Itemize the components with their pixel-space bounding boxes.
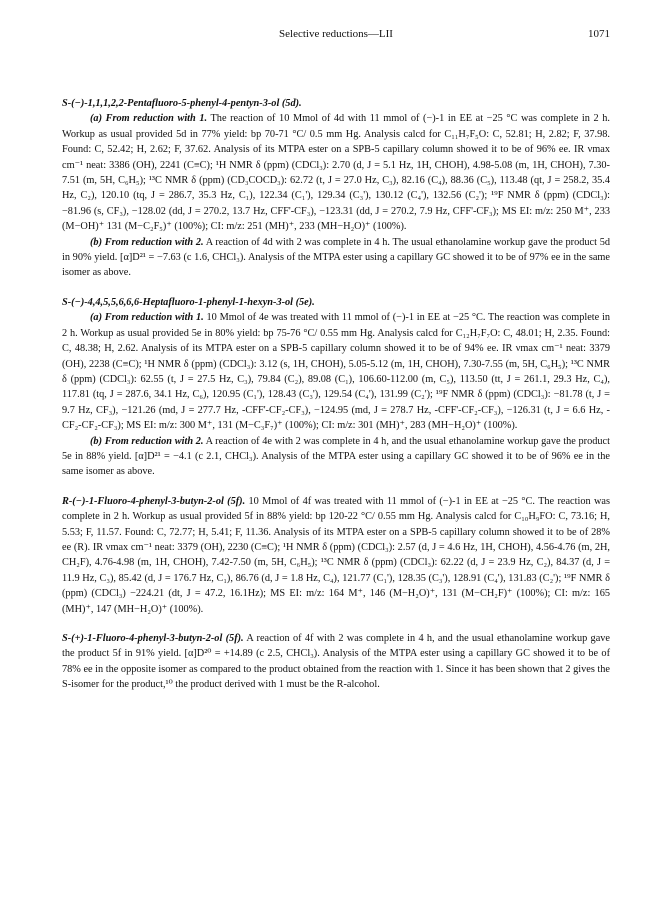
page-number: 1071	[588, 28, 610, 40]
procedure-text: A reaction of 4d with 2 was complete in 4 h. The usual ethanolamine workup gave the product 5d in 90% yield. [α]D²¹ = −7.63 (c 1.6, CHCl₃). Analysis of the MTPA ester using a capillary GC showed it to be of 97% ee in the same isomer as above.	[62, 236, 610, 279]
procedure-text: A reaction of 4f with 2 was complete in 4 h, and the usual ethanolamine workup gave the product 5f in 91% yield. [α]D²⁰ = +14.89 (c 2.5, CHCl₃). Analysis of the MTPA ester using a capillary GC showed it to be of 78% ee in the opposite isomer as compared to the product obtained from the reaction with 1. Since it has been shown that 2 gives the S-isomer for the product,¹⁰ the product derived with 1 must be the R-alcohol.	[62, 633, 610, 691]
procedure-paragraph	[62, 631, 610, 693]
procedure-paragraph	[62, 111, 610, 234]
running-title: Selective reductions—LII	[279, 28, 393, 40]
article-body	[62, 96, 610, 707]
procedure-label: (a) From reduction with 1.	[90, 113, 208, 125]
running-header	[62, 28, 610, 44]
section-s-5f	[62, 631, 610, 693]
procedure-label: (a) From reduction with 1.	[90, 312, 204, 324]
procedure-paragraph	[62, 310, 610, 433]
section-5d	[62, 96, 610, 281]
procedure-label: (b) From reduction with 2.	[90, 236, 204, 248]
compound-heading: S-(+)-1-Fluoro-4-phenyl-3-butyn-2-ol (5f).	[62, 633, 244, 644]
procedure-text: 10 Mmol of 4e was treated with 11 mmol of (−)-1 in EE at −25 °C. The reaction was complete in 2 h. Workup as usual provided 5e in 80% yield: bp 75-76 °C/ 0.55 mm Hg. Analysis calcd for C₁₂H₇F₇O: C, 48.01; H, 2.35. Found: C, 48.38; H, 2.62. Analysis of its MTPA ester on a SPB-5 capillary column showed it to be of 94% ee. IR νmax cm⁻¹ neat: 3379 (OH), 2238 (C≡C); ¹H NMR δ (ppm) (CDCl₃): 3.12 (s, 1H, CHOH), 5.05-5.12 (m, 1H, CHOH), 7.30-7.55 (m, 5H, C₆H₅); ¹³C NMR δ (ppm) (CDCl₃): 62.55 (t, J = 27.5 Hz, C₃), 79.84 (C₂), 89.08 (C₁), 106.60-112.00 (m, C₅), 113.50 (tt, J = 261.1, 29.3 Hz, C₄), 117.81 (tq, J = 287.6, 34.1 Hz, C₆), 120.95 (C₁'), 128.43 (C₃'), 129.54 (C₄'), 131.99 (C₂'); ¹⁹F NMR δ (ppm) (CDCl₃): −81.78 (t, J = 9.7 Hz, CF₃), −121.26 (md, J = 277.7 Hz, -CFF'-CF₂-CF₃), −124.95 (md, J = 278.7 Hz, -CFF'-CF₂-CF₃), −126.31 (t, J = 6.6 Hz, -CF₂-CF₂-CF₃); MS EI: m/z: 300 M⁺, 131 (M−C₃F₇)⁺ (100%); CI: m/z: 301 (MH)⁺, 283 (MH−H₂O)⁺ (100%).	[62, 312, 611, 432]
section-5e	[62, 295, 610, 480]
compound-heading: S-(−)-1,1,1,2,2-Pentafluoro-5-phenyl-4-pentyn-3-ol (5d).	[62, 98, 302, 109]
procedure-paragraph	[62, 434, 610, 480]
procedure-text: 10 Mmol of 4f was treated with 11 mmol of (−)-1 in EE at −25 °C. The reaction was complete in 2 h. Workup as usual provided 5f in 88% yield: bp 120-22 °C/ 0.55 mm Hg. Analysis calcd for C₁₀H₉FO: C, 73.16; H, 5.53; F, 11.57. Found: C, 72.77; H, 5.41; F, 11.36. Analysis of its MTPA ester on a SPB-5 capillary column showed it to be of 28% ee (R). IR νmax cm⁻¹ neat: 3379 (OH), 2230 (C≡C); ¹H NMR δ (ppm) (CDCl₃): 2.57 (d, J = 4.6 Hz, 1H, CHOH), 4.56-4.76 (m, 2H, CH₂F), 4.76-4.98 (m, 1H, CHOH), 7.42-7.50 (m, 5H, C₆H₅); ¹³C NMR δ (ppm) (CDCl₃): 62.22 (d, J = 23.9 Hz, C₂), 84.37 (d, J = 11.9 Hz, C₃), 85.42 (d, J = 176.7 Hz, C₁), 86.76 (d, J = 1.8 Hz, C₄), 121.77 (C₁'), 128.35 (C₃'), 128.91 (C₄'), 131.83 (C₂'); ¹⁹F NMR δ (ppm) (CDCl₃) −224.21 (dt, J = 47.2, 16.1Hz); MS EI: m/z: 164 M⁺, 146 (M−H₂O)⁺, 131 (M−CH₂F)⁺ (100%); CI: m/z: 165 (MH)⁺, 147 (MH−H₂O)⁺ (100%).	[62, 495, 610, 615]
section-r-5f	[62, 494, 610, 617]
procedure-text: The reaction of 10 Mmol of 4d with 11 mmol of (−)-1 in EE at −25 °C was complete in 2 h. Workup as usual provided 5d in 77% yield: bp 70-71 °C/ 0.5 mm Hg. Analysis calcd for C₁₁H₇F₅O: C, 52.81; H, 2.82; F, 37.98. Found: C, 52.42; H, 2.62; F, 37.62. Analysis of its MTPA ester on a SPB-5 capillary column showed it to be of 96% ee. IR νmax cm⁻¹ neat: 3386 (OH), 2241 (C≡C); ¹H NMR δ (ppm) (CDCl₃): 2.70 (d, J = 5.1 Hz, 1H, CHOH), 4.98-5.08 (m, 1H, CHOH), 7.30-7.51 (m, 5H, C₆H₅); ¹³C NMR δ (ppm) (CD₃COCD₃): 62.72 (t, J = 27.0 Hz, C₃), 82.16 (C₄), 88.36 (C₅), 113.48 (qt, J = 258.2, 35.4 Hz, C₂), 120.10 (tq, J = 286.7, 35.3 Hz, C₁), 122.34 (C₁'), 129.34 (C₃'), 130.12 (C₄'), 132.56 (C₂'); ¹⁹F NMR δ (ppm) (CDCl₃): −81.96 (s, CF₃), −128.02 (dd, J = 270.2, 13.7 Hz, CFF'-CF₃), −123.31 (dd, J = 270.2, 7.9 Hz, CFF'-CF₃); MS EI: m/z: 250 M⁺, 233 (M−OH)⁺ 131 (M−C₂F₅)⁺ (100%); CI: m/z: 251 (MH)⁺, 233 (MH−H₂O)⁺ (100%).	[62, 113, 610, 233]
procedure-text: A reaction of 4e with 2 was complete in 4 h, and the usual ethanolamine workup gave the product 5e in 88% yield. [α]D²¹ = −4.1 (c 2.1, CHCl₃). Analysis of the MTPA ester using a capillary GC showed it to be of 96% ee in the same isomer as above.	[62, 435, 610, 478]
compound-heading: R-(−)-1-Fluoro-4-phenyl-3-butyn-2-ol (5f).	[62, 495, 246, 507]
compound-heading: S-(−)-4,4,5,5,6,6,6-Heptafluoro-1-phenyl-1-hexyn-3-ol (5e).	[62, 296, 315, 308]
procedure-label: (b) From reduction with 2.	[90, 435, 204, 447]
procedure-paragraph	[62, 235, 610, 281]
procedure-paragraph	[62, 494, 610, 617]
